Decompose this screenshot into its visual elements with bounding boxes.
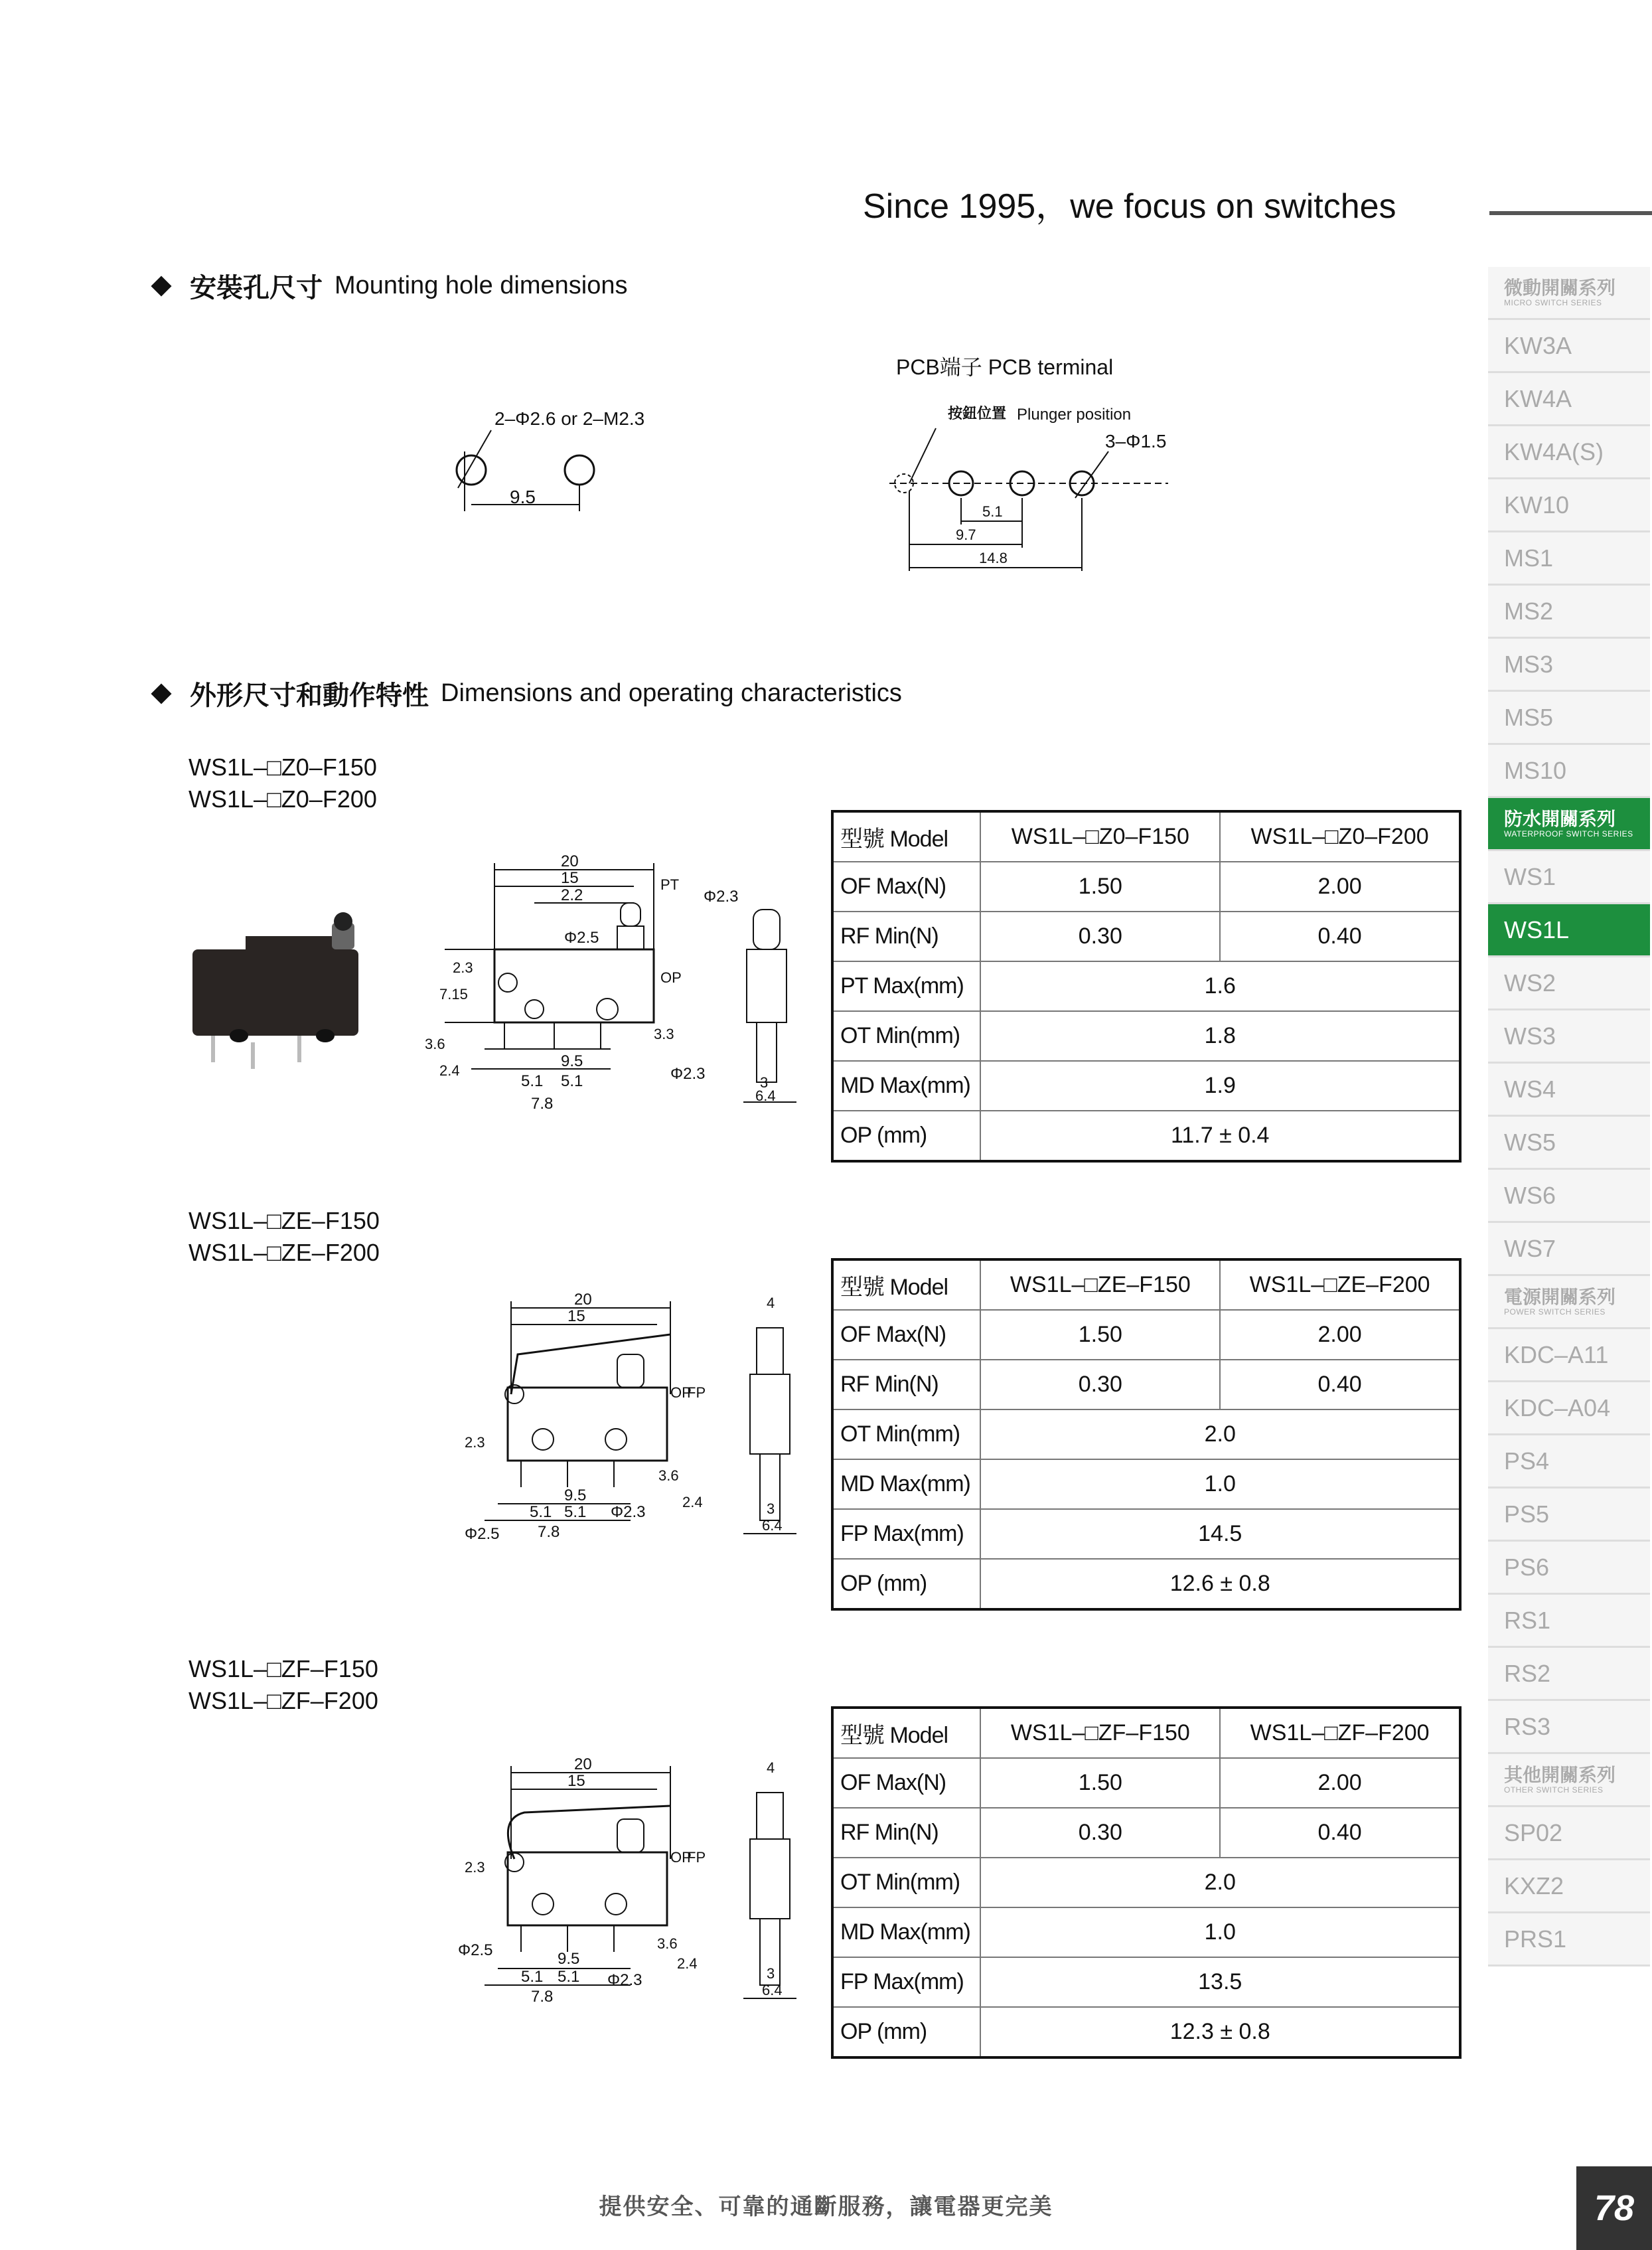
table-cell: 12.6 ± 0.8 xyxy=(980,1559,1460,1609)
pcb-dim-3: 14.8 xyxy=(979,550,1008,566)
mounting-title-en: Mounting hole dimensions xyxy=(335,272,628,299)
model-name: WS1L–□ZE–F200 xyxy=(188,1239,380,1266)
table-cell: 1.0 xyxy=(980,1907,1460,1957)
dimensions-title-zh: 外形尺寸和動作特性 xyxy=(190,681,429,710)
pcb-terminal-title: PCB端子 PCB terminal xyxy=(896,355,1114,379)
sidebar-item[interactable]: KDC–A11 xyxy=(1488,1329,1650,1382)
dim-label: 7.8 xyxy=(531,1095,554,1113)
sidebar-item[interactable]: WS5 xyxy=(1488,1117,1650,1170)
table-row xyxy=(832,1310,1460,1360)
table-cell: RF Min(N) xyxy=(832,1808,980,1858)
table-cell: FP Max(mm) xyxy=(832,1957,980,2007)
mounting-hole-spec: 2–Φ2.6 or 2–M2.3 xyxy=(494,408,645,429)
dimensions-section-heading xyxy=(154,675,902,712)
table-cell: 1.50 xyxy=(980,862,1220,912)
table-row xyxy=(832,1409,1460,1459)
dim-label: OP xyxy=(660,969,682,986)
dim-label: 2.4 xyxy=(682,1494,703,1510)
table-cell: 12.3 ± 0.8 xyxy=(980,2007,1460,2057)
side-view xyxy=(743,910,796,1102)
table-header-row xyxy=(832,1259,1460,1310)
sidebar-item[interactable]: MS2 xyxy=(1488,586,1650,639)
dim-label: 15 xyxy=(567,1772,585,1790)
table-row xyxy=(832,1111,1460,1161)
dim-label: OP xyxy=(670,1384,692,1401)
table-cell: OP (mm) xyxy=(832,1111,980,1161)
table-cell: OF Max(N) xyxy=(832,1758,980,1808)
section1-models xyxy=(188,752,377,815)
sidebar-category-zh: 防水開關系列 xyxy=(1504,808,1616,829)
dim-label: 6.4 xyxy=(755,1087,776,1104)
table-cell: 0.30 xyxy=(980,1360,1220,1409)
dim-label: Φ2.5 xyxy=(465,1525,500,1543)
sidebar-item[interactable]: MS3 xyxy=(1488,639,1650,692)
dim-label: OP xyxy=(670,1849,692,1866)
table-cell: 0.30 xyxy=(980,912,1220,961)
model-name: WS1L–□ZF–F150 xyxy=(188,1655,378,1682)
table-cell: OT Min(mm) xyxy=(832,1409,980,1459)
dim-label: Φ2.3 xyxy=(611,1503,646,1521)
table-row xyxy=(832,1509,1460,1559)
dim-label: 4 xyxy=(767,1295,775,1311)
sidebar-item[interactable]: MS10 xyxy=(1488,745,1650,798)
dim-label: 6.4 xyxy=(762,1517,783,1534)
table-cell: OP (mm) xyxy=(832,1559,980,1609)
dim-label: 20 xyxy=(574,1291,592,1309)
sidebar-item[interactable]: MS5 xyxy=(1488,692,1650,745)
table-row xyxy=(832,1957,1460,2007)
sidebar-item[interactable]: MS1 xyxy=(1488,532,1650,586)
table-cell: 型號 Model xyxy=(832,1708,980,1758)
mounting-hole-left xyxy=(457,455,486,485)
table-cell: WS1L–□Z0–F150 xyxy=(980,811,1220,862)
plunger-position-zh: 按鈕位置 xyxy=(948,405,1007,422)
sidebar-item[interactable]: WS1 xyxy=(1488,851,1650,904)
table-cell: 型號 Model xyxy=(832,1259,980,1310)
table-row xyxy=(832,1360,1460,1409)
sidebar-item[interactable]: WS1L xyxy=(1488,904,1650,957)
dim-label: 3.3 xyxy=(654,1026,674,1042)
diamond-bullet-icon xyxy=(151,276,171,296)
dimensions-title-en: Dimensions and operating characteristics xyxy=(441,679,902,707)
dim-label: FP xyxy=(687,1384,706,1401)
sidebar-category-en: POWER SWITCH SERIES xyxy=(1504,1307,1606,1317)
dim-label: 3.6 xyxy=(657,1935,678,1952)
diamond-bullet-icon xyxy=(151,683,171,704)
mounting-hole-spacing: 9.5 xyxy=(510,487,536,507)
table-cell: 2.0 xyxy=(980,1858,1460,1907)
section3-models xyxy=(188,1653,378,1717)
dim-label: Φ2.5 xyxy=(458,1941,493,1959)
dim-label: 5.1 xyxy=(521,1072,544,1090)
table-row xyxy=(832,2007,1460,2057)
product-photo xyxy=(186,910,378,1076)
table-header-row xyxy=(832,811,1460,862)
dim-label: 6.4 xyxy=(762,1982,783,1998)
table-cell: OF Max(N) xyxy=(832,1310,980,1360)
table-cell: 1.6 xyxy=(980,961,1460,1011)
table-cell: WS1L–□Z0–F200 xyxy=(1220,811,1460,862)
sidebar-category[interactable] xyxy=(1488,267,1650,320)
table-cell: 2.00 xyxy=(1220,862,1460,912)
table-cell: FP Max(mm) xyxy=(832,1509,980,1559)
table-cell: 2.00 xyxy=(1220,1310,1460,1360)
pcb-dim-1: 5.1 xyxy=(982,503,1003,520)
dim-label: 9.5 xyxy=(564,1487,587,1504)
dim-label: 20 xyxy=(574,1755,592,1773)
sidebar-item[interactable]: SP02 xyxy=(1488,1807,1650,1860)
sidebar-category-en: WATERPROOF SWITCH SERIES xyxy=(1504,829,1633,839)
dim-label: 7.15 xyxy=(439,986,468,1003)
sidebar-category-zh: 微動開關系列 xyxy=(1504,277,1616,298)
sidebar-item[interactable]: KW4A(S) xyxy=(1488,426,1650,479)
dim-label: 5.1 xyxy=(558,1968,580,1986)
table-row xyxy=(832,1559,1460,1609)
table-cell: RF Min(N) xyxy=(832,912,980,961)
table-cell: 1.9 xyxy=(980,1061,1460,1111)
table-row xyxy=(832,961,1460,1011)
dim-label: 3 xyxy=(767,1965,775,1982)
table-cell: 0.40 xyxy=(1220,1808,1460,1858)
table-cell: OF Max(N) xyxy=(832,862,980,912)
pcb-hole-spec: 3–Φ1.5 xyxy=(1105,431,1167,451)
dim-label: 3.6 xyxy=(425,1036,445,1052)
dim-label: 3 xyxy=(760,1074,769,1091)
model-name: WS1L–□Z0–F200 xyxy=(188,785,377,813)
dim-label: 2.4 xyxy=(439,1062,460,1079)
sidebar-category[interactable] xyxy=(1488,1754,1650,1807)
mounting-section-heading xyxy=(154,267,628,305)
spec-table-1 xyxy=(831,810,1462,1163)
sidebar-item[interactable]: KW4A xyxy=(1488,373,1650,426)
section2-models xyxy=(188,1205,380,1269)
dim-label: 4 xyxy=(767,1759,775,1776)
table-row xyxy=(832,1808,1460,1858)
table-cell: WS1L–□ZE–F150 xyxy=(980,1259,1220,1310)
table-cell: 型號 Model xyxy=(832,811,980,862)
dim-label: 2.2 xyxy=(561,886,583,904)
table-row xyxy=(832,912,1460,961)
sidebar-item[interactable]: KXZ2 xyxy=(1488,1860,1650,1913)
dim-label: 5.1 xyxy=(561,1072,583,1090)
table-cell: WS1L–□ZF–F150 xyxy=(980,1708,1220,1758)
dim-label: FP xyxy=(687,1849,706,1866)
mounting-hole-right xyxy=(565,455,594,485)
table-cell: 1.50 xyxy=(980,1758,1220,1808)
dim-label: 3 xyxy=(767,1500,775,1517)
table-cell: WS1L–□ZF–F200 xyxy=(1220,1708,1460,1758)
sidebar-category-zh: 其他開關系列 xyxy=(1504,1764,1616,1785)
table-cell: MD Max(mm) xyxy=(832,1061,980,1111)
sidebar-category[interactable] xyxy=(1488,1276,1650,1329)
dimension-drawing-1 xyxy=(425,850,816,1129)
dim-label: Φ2.3 xyxy=(704,888,739,906)
table-cell: 11.7 ± 0.4 xyxy=(980,1111,1460,1161)
dimension-drawing-3 xyxy=(458,1753,816,2018)
sidebar-item[interactable]: WS2 xyxy=(1488,957,1650,1010)
dim-label: 3.6 xyxy=(658,1467,679,1484)
table-row xyxy=(832,1061,1460,1111)
dimension-drawing-2 xyxy=(458,1288,816,1554)
spec-table-3 xyxy=(831,1706,1462,2059)
sidebar-category[interactable] xyxy=(1488,798,1650,851)
table-cell: 14.5 xyxy=(980,1509,1460,1559)
table-cell: 2.0 xyxy=(980,1409,1460,1459)
table-cell: 1.8 xyxy=(980,1011,1460,1061)
dim-label: 15 xyxy=(567,1307,585,1325)
sidebar-item[interactable]: WS6 xyxy=(1488,1170,1650,1223)
series-sidebar xyxy=(1488,267,1650,1967)
footer-slogan: 提供安全、可靠的通斷服務，讓電器更完美 xyxy=(599,2194,1053,2219)
table-row xyxy=(832,1459,1460,1509)
sidebar-item[interactable]: RS3 xyxy=(1488,1701,1650,1754)
table-row xyxy=(832,1758,1460,1808)
sidebar-item[interactable]: PS5 xyxy=(1488,1488,1650,1542)
spec-table-2 xyxy=(831,1258,1462,1611)
sidebar-item[interactable]: WS3 xyxy=(1488,1010,1650,1064)
sidebar-item[interactable]: PS4 xyxy=(1488,1435,1650,1488)
dim-label: 15 xyxy=(561,869,579,887)
sidebar-item[interactable]: WS7 xyxy=(1488,1223,1650,1276)
table-cell: 1.50 xyxy=(980,1310,1220,1360)
sidebar-item[interactable]: PRS1 xyxy=(1488,1913,1650,1967)
table-cell: OT Min(mm) xyxy=(832,1011,980,1061)
dim-label: PT xyxy=(660,876,680,893)
table-row xyxy=(832,1858,1460,1907)
sidebar-category-zh: 電源開關系列 xyxy=(1504,1286,1616,1307)
table-cell: OP (mm) xyxy=(832,2007,980,2057)
model-name: WS1L–□Z0–F150 xyxy=(188,754,377,781)
table-header-row xyxy=(832,1708,1460,1758)
table-cell: 1.0 xyxy=(980,1459,1460,1509)
sidebar-item[interactable]: KDC–A04 xyxy=(1488,1382,1650,1435)
dim-label: Φ2.5 xyxy=(564,929,599,947)
dim-label: 2.3 xyxy=(465,1434,485,1451)
table-cell: OT Min(mm) xyxy=(832,1858,980,1907)
table-cell: WS1L–□ZE–F200 xyxy=(1220,1259,1460,1310)
table-cell: 0.40 xyxy=(1220,912,1460,961)
table-cell: 2.00 xyxy=(1220,1758,1460,1808)
dim-label: 7.8 xyxy=(538,1523,560,1541)
table-cell: 0.40 xyxy=(1220,1360,1460,1409)
dim-label: 2.3 xyxy=(465,1859,485,1876)
sidebar-item[interactable]: WS4 xyxy=(1488,1064,1650,1117)
plunger-position-en: Plunger position xyxy=(1017,406,1132,424)
mounting-title-zh: 安裝孔尺寸 xyxy=(190,274,323,303)
pcb-dim-2: 9.7 xyxy=(956,526,976,543)
dim-label: 5.1 xyxy=(530,1503,552,1521)
dim-label: 5.1 xyxy=(564,1503,587,1521)
sidebar-category-en: OTHER SWITCH SERIES xyxy=(1504,1785,1604,1795)
dim-label: Φ2.3 xyxy=(670,1065,706,1083)
dim-label: 9.5 xyxy=(558,1950,580,1968)
table-cell: MD Max(mm) xyxy=(832,1459,980,1509)
dim-label: 2.3 xyxy=(453,959,473,976)
sidebar-item[interactable]: KW3A xyxy=(1488,320,1650,373)
table-cell: RF Min(N) xyxy=(832,1360,980,1409)
sidebar-item[interactable]: RS1 xyxy=(1488,1595,1650,1648)
pcb-terminal-drawing xyxy=(883,398,1195,578)
dim-label: 5.1 xyxy=(521,1968,544,1986)
page-tagline: Since 1995，we focus on switches xyxy=(863,187,1396,226)
table-row xyxy=(832,862,1460,912)
sidebar-item[interactable]: RS2 xyxy=(1488,1648,1650,1701)
table-cell: MD Max(mm) xyxy=(832,1907,980,1957)
sidebar-category-en: MICRO SWITCH SERIES xyxy=(1504,297,1602,307)
table-cell: 13.5 xyxy=(980,1957,1460,2007)
mounting-hole-drawing xyxy=(431,398,684,524)
dim-label: Φ2.3 xyxy=(607,1971,642,1989)
table-row xyxy=(832,1011,1460,1061)
table-row xyxy=(832,1907,1460,1957)
tagline-rule xyxy=(1489,211,1652,215)
dim-label: 9.5 xyxy=(561,1052,583,1070)
page-number: 78 xyxy=(1576,2166,1652,2250)
sidebar-item[interactable]: PS6 xyxy=(1488,1542,1650,1595)
dim-label: 2.4 xyxy=(677,1955,698,1972)
dim-label: 7.8 xyxy=(531,1988,554,2006)
table-cell: 0.30 xyxy=(980,1808,1220,1858)
model-name: WS1L–□ZE–F150 xyxy=(188,1207,380,1234)
dim-label: 20 xyxy=(561,852,579,870)
table-cell: PT Max(mm) xyxy=(832,961,980,1011)
sidebar-item[interactable]: KW10 xyxy=(1488,479,1650,532)
model-name: WS1L–□ZF–F200 xyxy=(188,1687,378,1714)
